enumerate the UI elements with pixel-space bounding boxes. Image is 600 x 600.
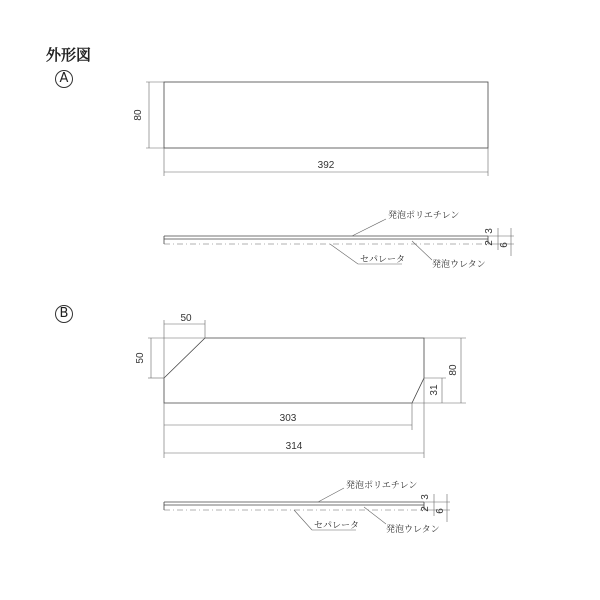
part-b-thick-a: 2 [420, 506, 431, 512]
part-b-leader-top [318, 488, 344, 502]
part-b-bottom-len-value: 303 [279, 413, 297, 424]
part-b-leader-bottom [364, 507, 386, 524]
part-a-label: A [55, 70, 73, 88]
page-title: 外形図 [46, 46, 92, 64]
part-a-note-bottom: 発泡ウレタン [432, 260, 486, 270]
part-b-thick-b: 3 [420, 494, 431, 500]
part-a-leader-middle [330, 244, 358, 264]
part-a-plan [133, 82, 488, 176]
part-b-section [164, 479, 450, 535]
part-a-thick-a: 2 [484, 240, 495, 246]
part-a-section [164, 209, 514, 270]
part-b-label: B [55, 305, 73, 323]
part-b-height-value: 80 [448, 364, 459, 376]
part-a-note-middle: セパレータ [360, 255, 406, 265]
part-a-thick-total: 6 [499, 242, 510, 248]
part-b-width-value: 314 [285, 441, 303, 452]
part-a-note-top: 発泡ポリエチレン [388, 211, 460, 221]
part-a-width-value: 392 [317, 160, 335, 171]
part-b-notch-value: 31 [429, 384, 440, 396]
part-a-outline [164, 82, 488, 148]
part-a-leader-top [352, 219, 386, 236]
part-b-chamfer-h-value: 50 [135, 352, 146, 364]
part-a-thick-b: 3 [484, 228, 495, 234]
part-b-chamfer-w-value: 50 [180, 313, 192, 324]
part-b-note-middle: セパレータ [314, 521, 360, 531]
part-b-outline [164, 338, 424, 403]
part-a-height-value: 80 [133, 109, 144, 121]
part-b-note-bottom: 発泡ウレタン [386, 525, 440, 535]
part-b-plan [135, 313, 466, 458]
part-b-leader-middle [294, 510, 312, 530]
part-b-thick-total: 6 [435, 508, 446, 514]
part-b-note-top: 発泡ポリエチレン [346, 481, 418, 491]
